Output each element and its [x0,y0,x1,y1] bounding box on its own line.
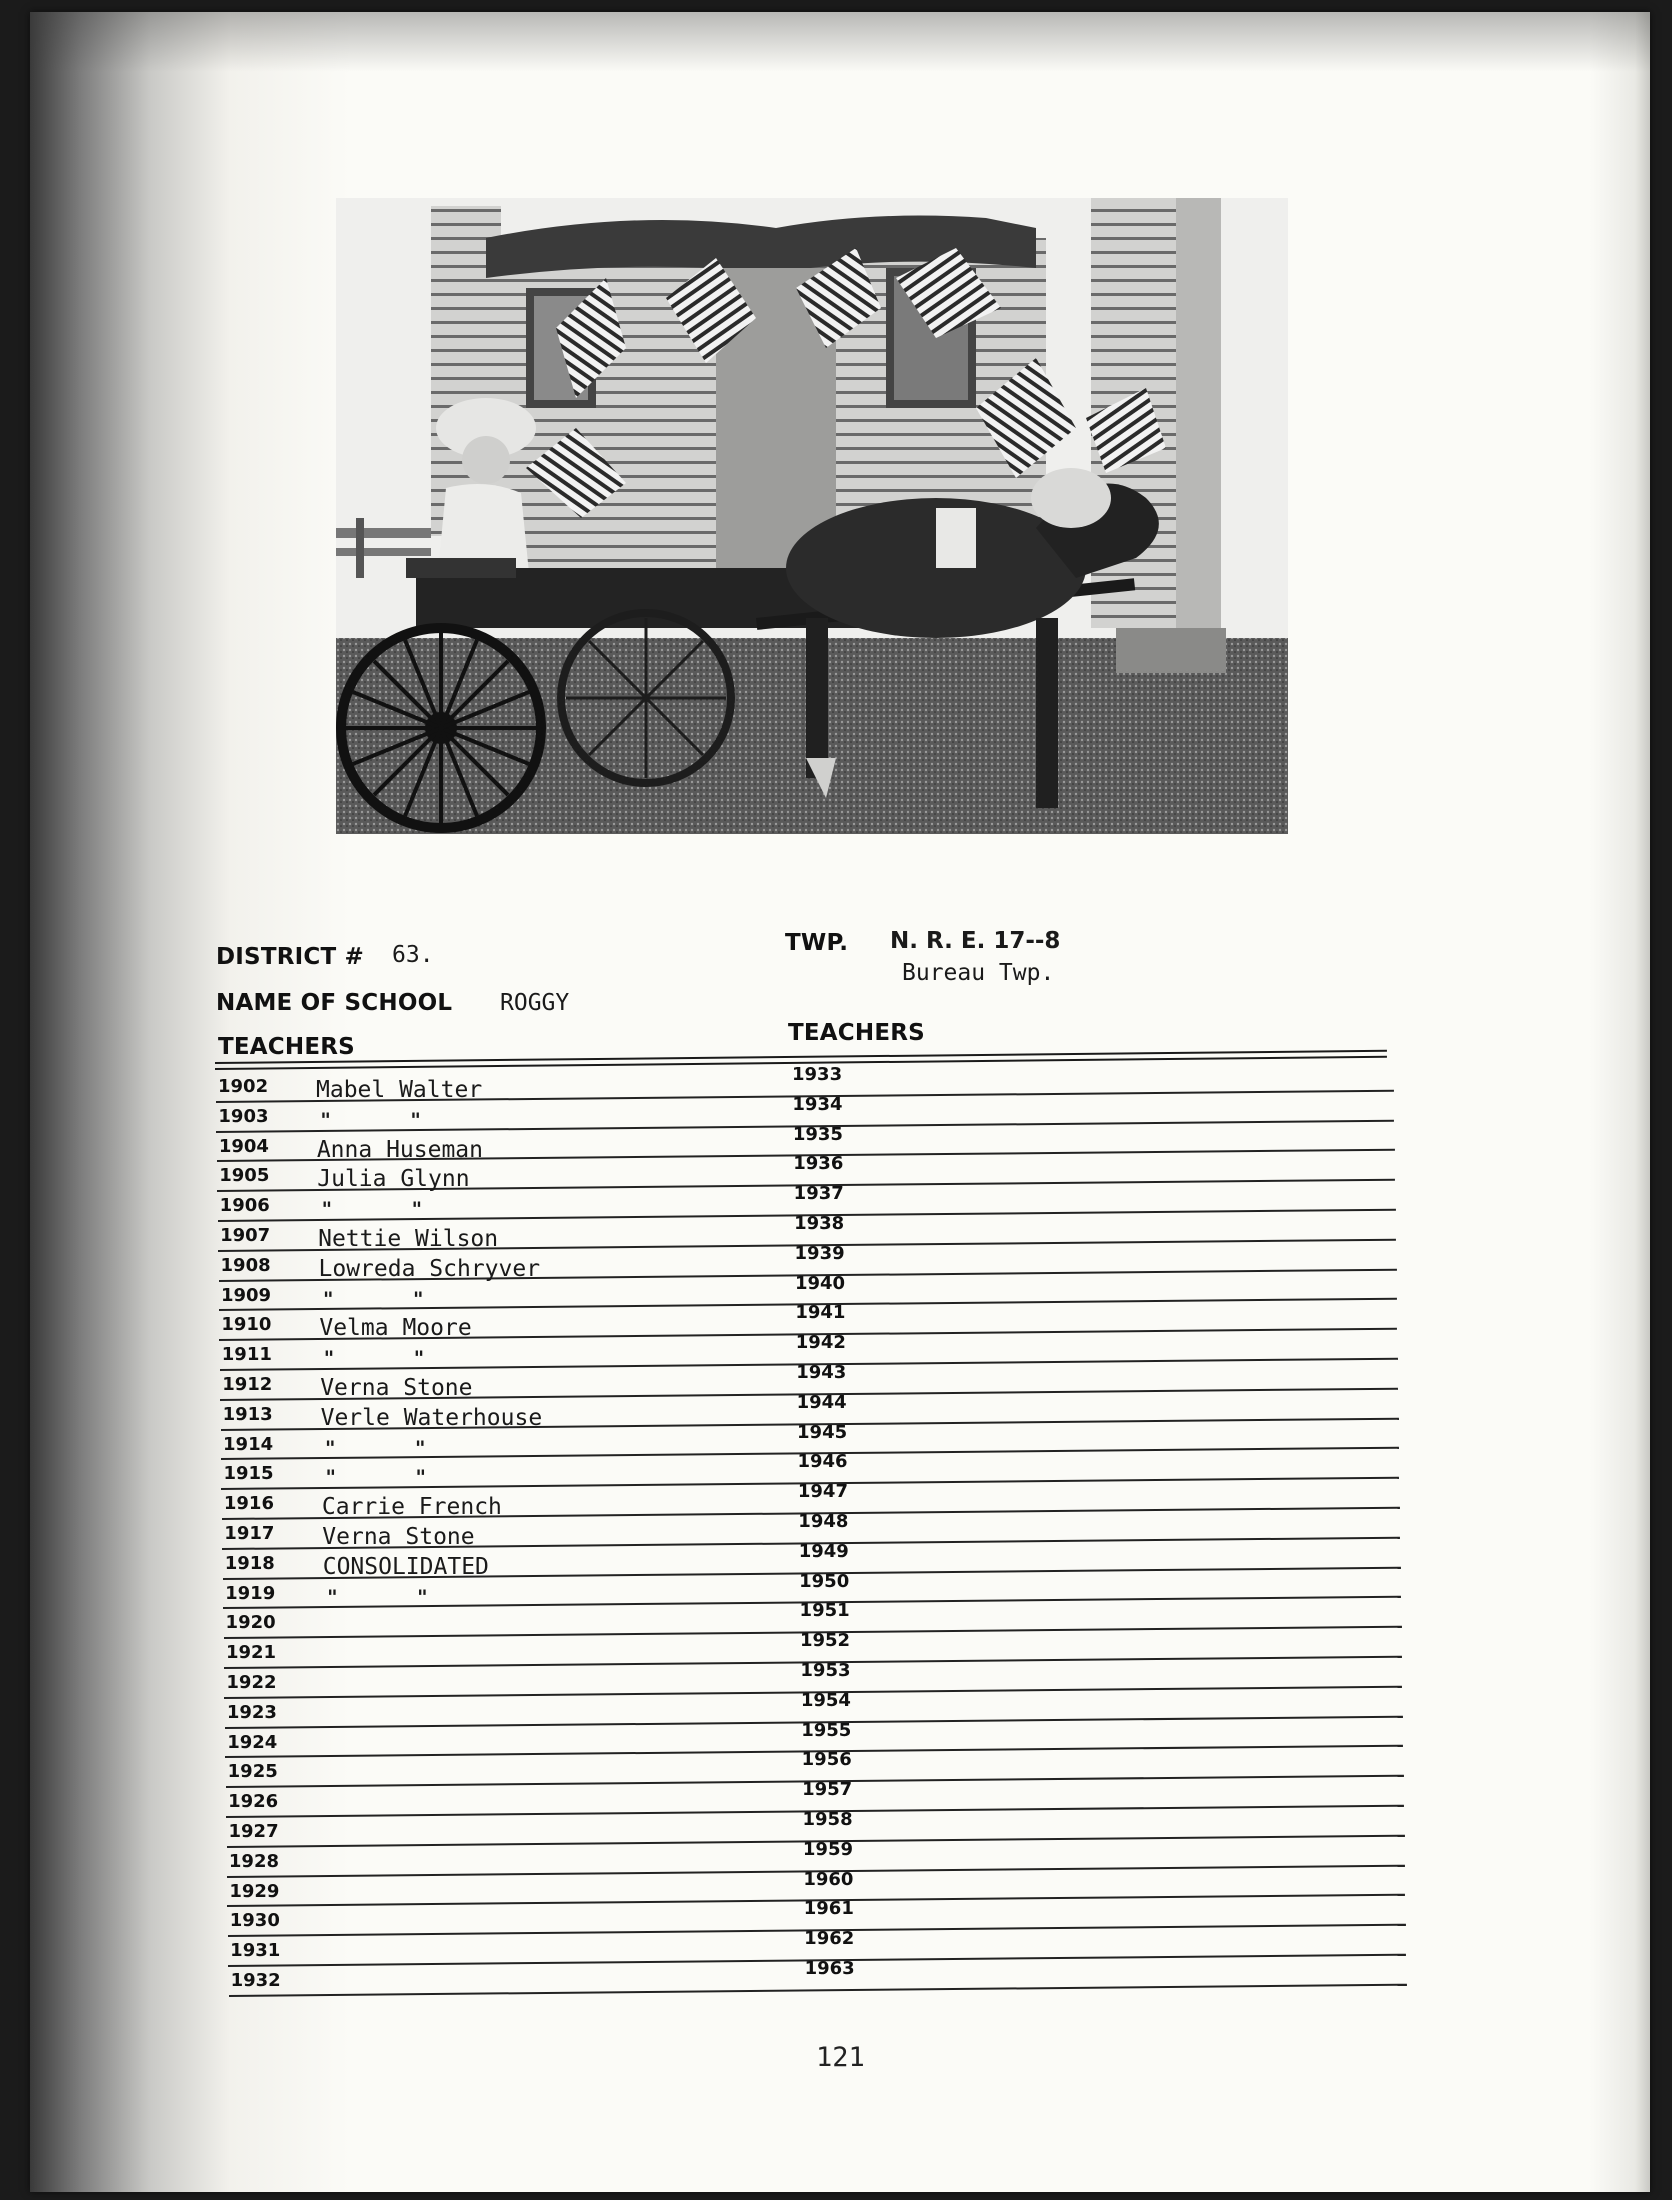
right-year: 1945 [797,1421,848,1443]
left-year: 1909 [220,1284,272,1306]
left-year: 1911 [221,1344,272,1366]
right-year: 1959 [802,1838,854,1860]
left-year: 1930 [229,1910,280,1932]
ditto-mark: " [327,1584,338,1609]
left-year: 1903 [218,1105,269,1127]
left-year: 1931 [230,1940,281,1962]
right-year: 1936 [793,1153,844,1175]
district-label: DISTRICT # [216,944,365,970]
right-year: 1938 [794,1213,845,1234]
page-number: 121 [816,2042,865,2073]
right-year: 1953 [800,1660,851,1681]
page-shadow [30,12,1650,72]
school-photo-image [336,198,1288,834]
right-year: 1947 [797,1481,848,1503]
teacher-name: Julia Glynn [317,1166,470,1193]
left-year: 1912 [222,1374,273,1395]
ditto-mark: " [322,1286,334,1311]
ditto-mark: " [413,1346,425,1371]
left-year: 1926 [228,1791,279,1813]
right-year: 1955 [801,1719,852,1741]
right-year: 1952 [799,1630,851,1652]
right-year: 1934 [792,1093,843,1115]
teacher-name: Verna Stone [320,1375,473,1401]
ditto-mark: " [415,1435,426,1460]
left-year: 1924 [227,1731,278,1753]
twp-name: Bureau Twp. [902,960,1055,986]
school-value: ROGGY [500,990,570,1016]
teacher-name: Verle Waterhouse [320,1404,543,1431]
left-year: 1904 [218,1135,269,1157]
teacher-name: Velma Moore [319,1315,472,1342]
teacher-name: Verna Stone [322,1524,475,1550]
teacher-name: Nettie Wilson [318,1226,499,1252]
teacher-name: Carrie French [321,1494,502,1521]
school-label: NAME OF SCHOOL [216,990,453,1016]
left-year: 1906 [219,1195,270,1217]
left-year: 1921 [225,1642,277,1664]
left-year: 1914 [223,1433,274,1455]
table-row-line [229,1983,1407,1996]
left-year: 1910 [221,1314,272,1336]
right-year: 1935 [792,1123,843,1145]
left-year: 1905 [219,1165,270,1187]
right-year: 1944 [796,1391,847,1413]
right-year: 1937 [793,1183,844,1205]
ditto-mark: " [410,1107,421,1132]
ditto-mark: " [325,1465,336,1490]
teacher-name: Lowreda Schryver [318,1255,541,1282]
right-year: 1951 [799,1600,850,1622]
left-year: 1920 [225,1612,276,1634]
right-year: 1942 [795,1332,846,1354]
right-year: 1948 [798,1511,849,1532]
right-year: 1958 [802,1809,853,1830]
ditto-mark: " [417,1584,428,1609]
twp-label: TWP. [785,930,849,956]
right-year: 1957 [802,1779,853,1801]
ditto-mark: " [415,1465,426,1490]
ditto-mark: " [320,1107,331,1132]
right-year: 1939 [794,1242,845,1264]
right-year: 1954 [800,1689,851,1711]
teacher-name: CONSOLIDATED [322,1553,489,1580]
left-year: 1928 [228,1850,280,1872]
right-year: 1956 [801,1749,852,1771]
left-year: 1922 [226,1672,277,1693]
left-year: 1932 [230,1970,281,1991]
left-year: 1917 [224,1523,275,1544]
right-year: 1941 [795,1302,846,1324]
left-year: 1915 [223,1463,274,1485]
school-photo [336,198,1288,834]
teacher-name: Anna Huseman [316,1136,483,1163]
right-year: 1946 [797,1451,848,1473]
teachers-label-right: TEACHERS [788,1020,925,1046]
left-year: 1918 [224,1552,275,1574]
ditto-mark: " [321,1197,333,1222]
right-year: 1940 [794,1272,846,1294]
left-year: 1902 [218,1076,269,1097]
document-page [30,12,1650,2192]
teacher-name: Mabel Walter [316,1077,483,1103]
left-year: 1907 [220,1225,271,1246]
teachers-label-left: TEACHERS [218,1034,355,1060]
left-year: 1916 [223,1493,274,1515]
district-value: 63. [392,942,434,968]
right-year: 1933 [792,1064,843,1085]
right-year: 1963 [804,1958,855,1979]
right-year: 1949 [798,1540,849,1562]
right-year: 1961 [803,1898,854,1920]
left-year: 1929 [229,1880,280,1902]
ditto-mark: " [323,1346,335,1371]
right-year: 1962 [804,1928,855,1950]
ditto-mark: " [412,1286,424,1311]
left-year: 1908 [220,1254,271,1276]
right-year: 1950 [799,1570,850,1592]
ditto-mark: " [411,1197,423,1222]
left-year: 1913 [222,1403,273,1425]
left-year: 1919 [225,1582,276,1604]
ditto-mark: " [325,1435,336,1460]
right-year: 1943 [796,1362,847,1383]
twp-value: N. R. E. 17--8 [890,928,1061,954]
right-year: 1960 [803,1868,854,1890]
left-year: 1925 [227,1761,278,1783]
left-year: 1923 [226,1701,277,1723]
left-year: 1927 [228,1821,279,1842]
